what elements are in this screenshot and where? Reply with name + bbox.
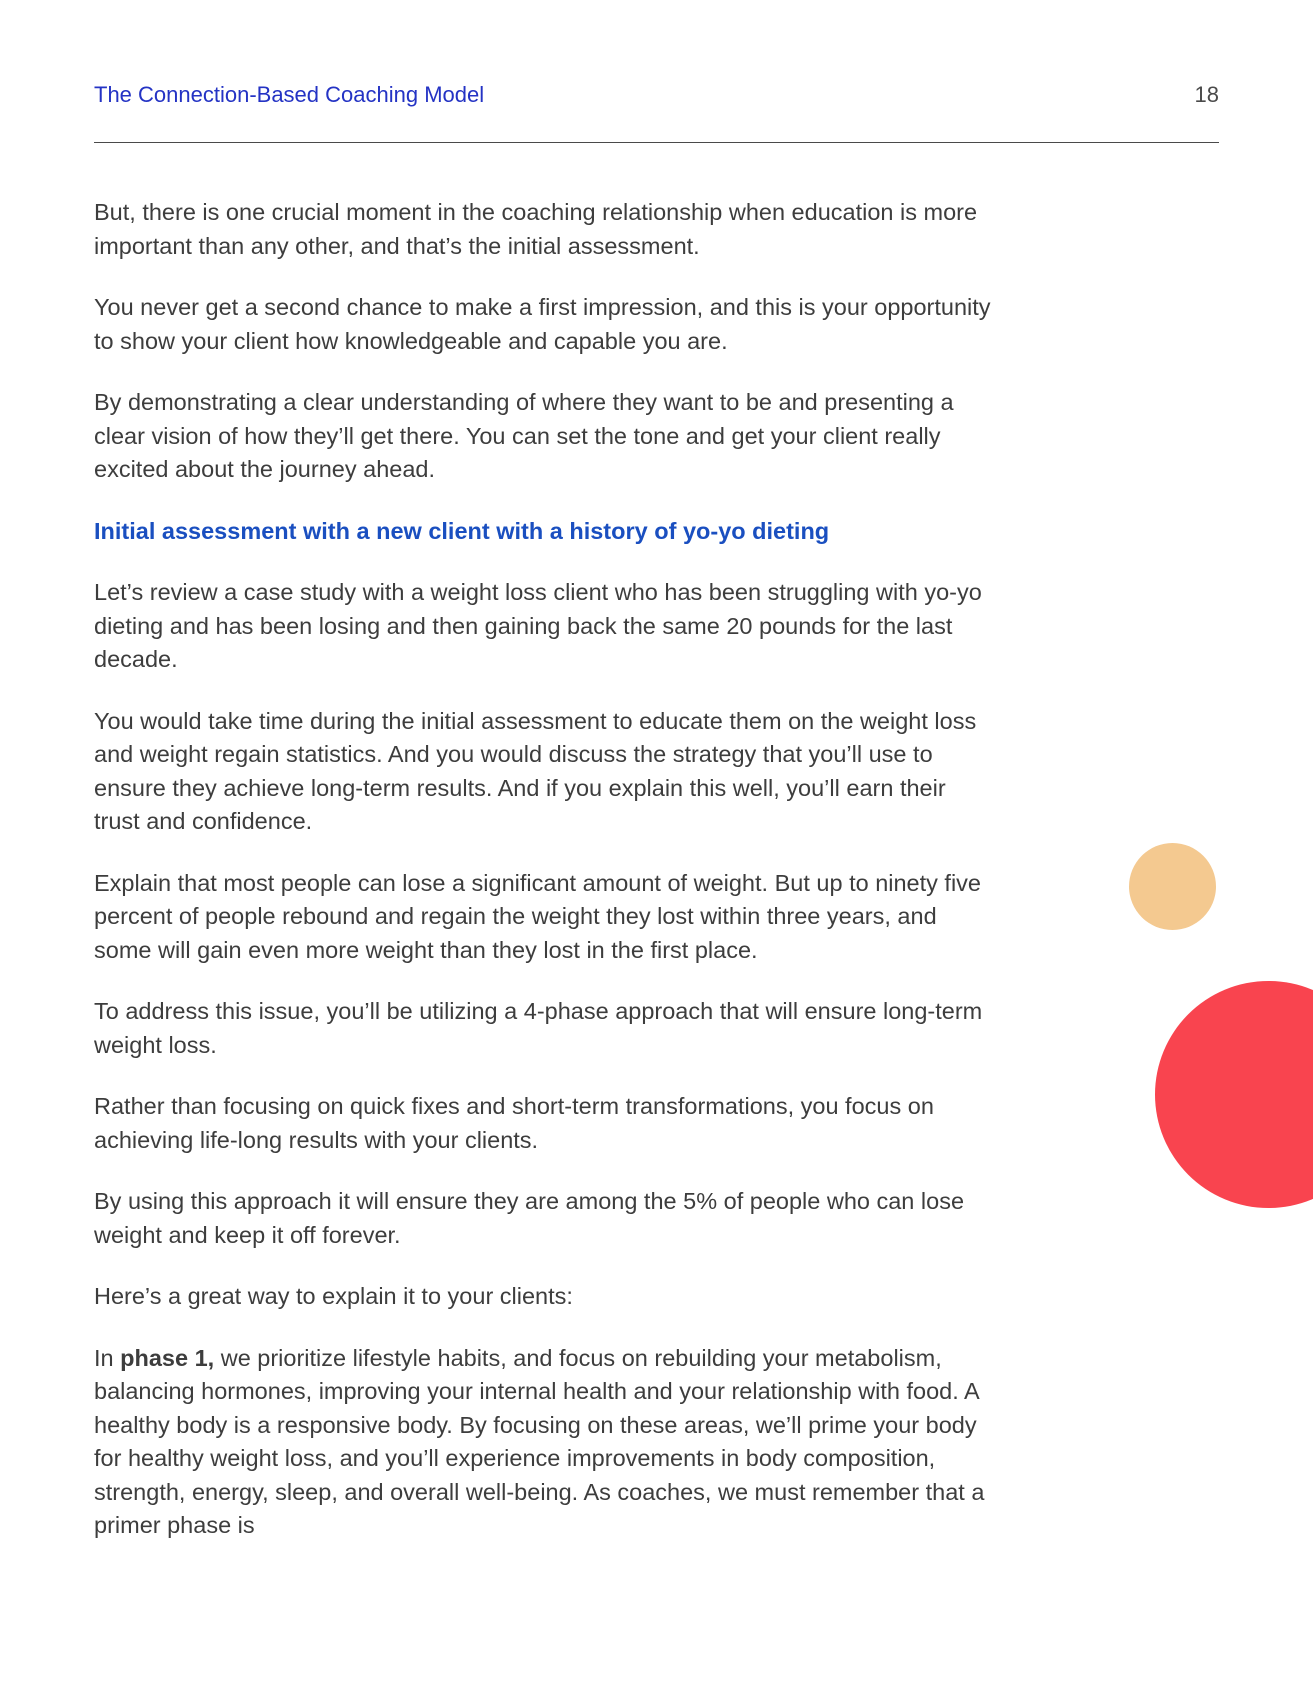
- paragraph: To address this issue, you’ll be utilizing a 4-phase approach that will ensure long-term weight loss.: [94, 998, 983, 1058]
- paragraph: Let’s review a case study with a weight loss client who has been struggling with yo-yo dieting and has been losing and then gaining back the same 20 pounds for the last decade.: [94, 579, 982, 672]
- phase-prefix: In: [94, 1344, 121, 1371]
- paragraph: Here’s a great way to explain it to your clients:: [94, 1283, 573, 1309]
- paragraph: Explain that most people can lose a significant amount of weight. But up to ninety five percent of people rebound and regain the weight they lost within three years, and some will gain even more weight than they lost in the first place.: [94, 869, 981, 963]
- paragraph-phase-1: [94, 1342, 994, 1543]
- red-circle-decoration: [1155, 981, 1313, 1208]
- page-header: [94, 80, 1219, 143]
- document-title: The Connection-Based Coaching Model: [94, 82, 485, 107]
- paragraph: By using this approach it will ensure they are among the 5% of people who can lose weight and keep it off forever.: [94, 1188, 965, 1248]
- paragraph: You never get a second chance to make a first impression, and this is your opportunity to show your client how knowledgeable and capable you are.: [94, 294, 991, 354]
- phase-label: phase 1,: [120, 1344, 215, 1371]
- phase-text: we prioritize lifestyle habits, and focus on rebuilding your metabolism, balancing hormones, improving your internal health and your relationship with food. A healthy body is a responsive body. By focusing on these areas, we’ll prime your body for healthy weight loss, and you’ll experience improvements in body composition, strength, energy, sleep, and overall well-being. As coaches, we must remember that a primer phase is: [94, 1344, 985, 1538]
- paragraph: But, there is one crucial moment in the coaching relationship when education is more important than any other, and that’s the initial assessment.: [94, 199, 978, 259]
- paragraph: You would take time during the initial assessment to educate them on the weight loss and weight regain statistics. And you would discuss the strategy that you’ll use to ensure they achieve long-term results. And if you explain this well, you’ll earn their trust and confidence.: [94, 707, 977, 834]
- orange-circle-decoration: [1129, 843, 1216, 930]
- section-subheading: Initial assessment with a new client with a history of yo-yo dieting: [94, 517, 830, 544]
- page-body: [94, 196, 994, 1571]
- page-number: 18: [1194, 82, 1219, 107]
- paragraph: Rather than focusing on quick fixes and short-term transformations, you focus on achieving life-long results with your clients.: [94, 1093, 934, 1153]
- paragraph: By demonstrating a clear understanding of where they want to be and presenting a clear vision of how they’ll get there. You can set the tone and get your client really excited about the journey ahead.: [94, 389, 954, 482]
